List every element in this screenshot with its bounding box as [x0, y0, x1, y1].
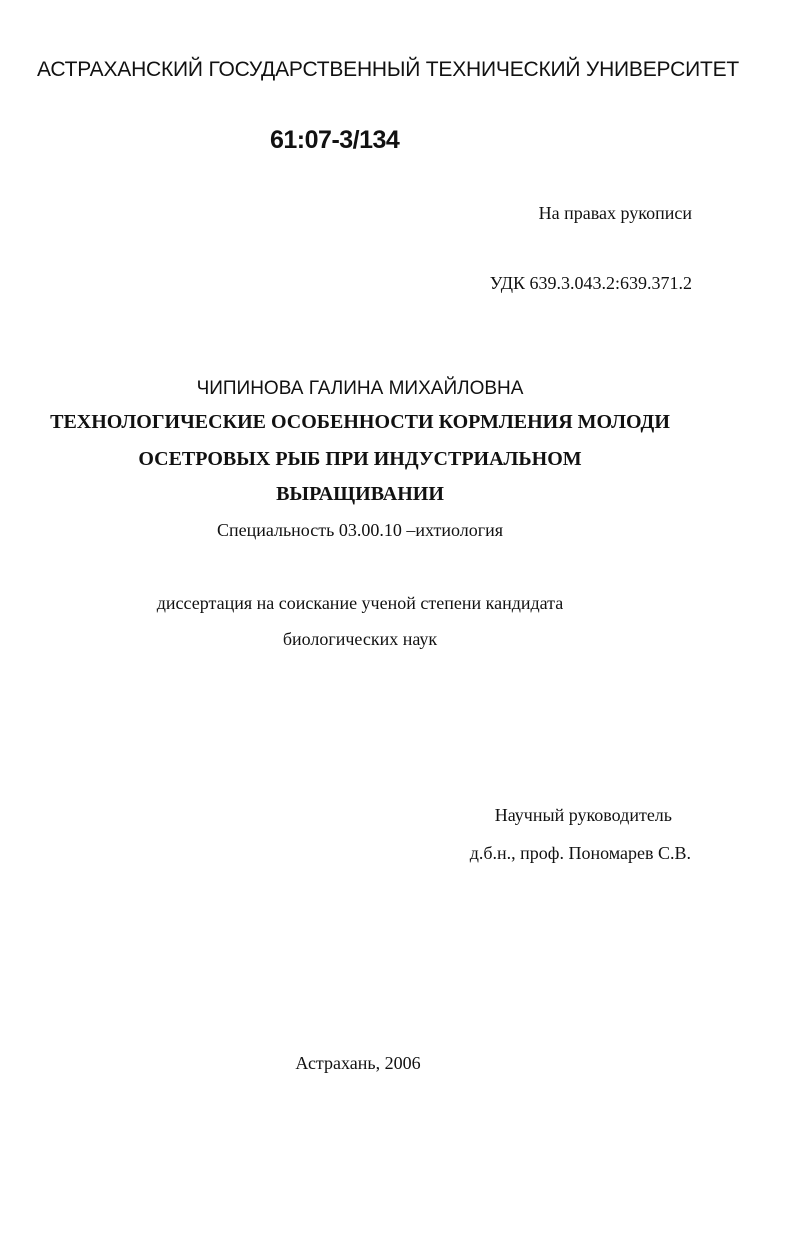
supervisor-role: Научный руководитель	[494, 805, 672, 825]
manuscript-rights-note: На правах рукописи	[538, 203, 692, 223]
dissertation-title-line: ВЫРАЩИВАНИИ	[276, 483, 444, 505]
archive-code: 61:07-3/134	[270, 126, 400, 154]
degree-description-line: биологических наук	[282, 629, 438, 649]
degree-description-line: диссертация на соискание ученой степени кандидата	[156, 593, 564, 613]
udc-code: УДК 639.3.043.2:639.371.2	[489, 273, 692, 293]
dissertation-title-line: ОСЕТРОВЫХ РЫБ ПРИ ИНДУСТРИАЛЬНОМ	[138, 448, 582, 470]
specialty-line: Специальность 03.00.10 –ихтиология	[216, 520, 504, 540]
university-name: АСТРАХАНСКИЙ ГОСУДАРСТВЕННЫЙ ТЕХНИЧЕСКИЙ УНИВЕРСИТЕТ	[37, 58, 740, 81]
dissertation-title-line: ТЕХНОЛОГИЧЕСКИЕ ОСОБЕННОСТИ КОРМЛЕНИЯ МОЛОДИ	[50, 411, 670, 433]
author-name: ЧИПИНОВА ГАЛИНА МИХАЙЛОВНА	[196, 378, 524, 399]
supervisor-name: д.б.н., проф. Пономарев С.В.	[469, 843, 691, 863]
city-year: Астрахань, 2006	[295, 1053, 421, 1073]
